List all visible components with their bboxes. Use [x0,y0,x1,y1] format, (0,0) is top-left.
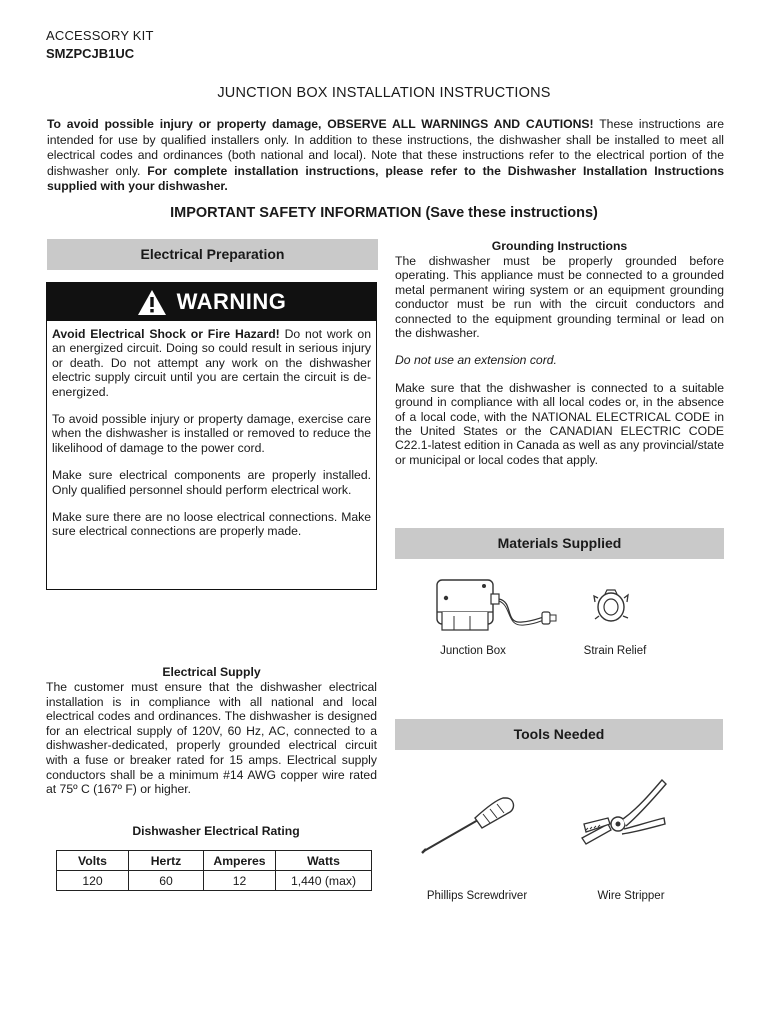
model-number: SMZPCJB1UC [46,46,135,61]
wire-stripper-illustration [578,774,670,852]
tools-needed-heading: Tools Needed [395,719,723,750]
screwdriver-illustration [420,794,520,856]
warning-box [46,282,377,590]
page-title: JUNCTION BOX INSTALLATION INSTRUCTIONS [217,85,551,101]
rating-col-hertz: Hertz [129,851,204,871]
rating-table [56,850,372,891]
grounding-paragraph-1: The dishwasher must be properly grounded before operating. This appliance must be connected to a grounded metal permanent wiring system or an equipment grounding conductor must be run with the circuit conductors and connected to the equipment grounding terminal or lead on the dishwasher. [395,254,724,341]
electrical-supply-heading: Electrical Supply [162,665,261,679]
intro-body: These instructions are intended for use by qualified installers only. In addition to these instructions, the dishwasher shall be installed to meet all electrical codes and ordinances (both national and local). Note that these instructions refer to the electrical portion of the dishwasher only. [47,117,724,178]
grounding-paragraph-3: Make sure that the dishwasher is connected to a suitable ground in compliance with all local codes or, in the absence of a local code, with the NATIONAL ELECTRICAL CODE in the United States or the CANADIAN ELECTRIC CODE C22.1-latest edition in Canada as well as any provincial/state or municipal or local codes that apply. [395,380,724,467]
screwdriver-caption: Phillips Screwdriver [426,890,528,902]
grounding-heading: Grounding Instructions [491,239,628,253]
wire-stripper-icon [578,774,670,852]
rating-heading: Dishwasher Electrical Rating [132,824,300,838]
grounding-text [395,254,724,480]
strain-relief-icon [591,588,633,626]
strain-relief-caption: Strain Relief [583,645,647,657]
warning-paragraph-4: Make sure there are no loose electrical connections. Make sure electrical connections are properly made. [52,510,371,539]
rating-col-amperes: Amperes [204,851,276,871]
rating-watts-value: 1,440 (max) [276,871,372,891]
warning-paragraph-2: To avoid possible injury or property damage, exercise care when the dishwasher is installed or removed to reduce the likelihood of damage to the power cord. [52,412,371,455]
rating-volts-value: 120 [57,871,129,891]
screwdriver-icon [420,794,520,856]
kit-label: ACCESSORY KIT [46,28,154,43]
rating-col-watts: Watts [276,851,372,871]
materials-supplied-heading: Materials Supplied [395,528,724,559]
electrical-preparation-heading: Electrical Preparation [47,239,378,270]
rating-header-row [57,851,372,871]
strain-relief-illustration [591,588,633,626]
grounding-paragraph-2: Do not use an extension cord. [395,353,557,368]
intro-paragraph [47,117,724,195]
warning-label: WARNING [176,289,287,314]
rating-col-volts: Volts [57,851,129,871]
table-row [57,871,372,891]
hazard-text: Do not work on an energized circuit. Doing so could result in serious injury or death. Do not attempt any work on the dishwasher electric supply circuit until you are certain the circuit is de-energized. [52,327,371,399]
rating-hertz-value: 60 [129,871,204,891]
junction-box-illustration [434,572,559,636]
warning-paragraph-3: Make sure electrical components are properly installed. Only qualified personnel should perform electrical work. [52,468,371,497]
hazard-title: Avoid Electrical Shock or Fire Hazard! [52,327,280,341]
wire-stripper-caption: Wire Stripper [597,890,665,902]
warning-paragraph-1 [52,327,371,399]
junction-box-caption: Junction Box [440,645,506,657]
safety-heading: IMPORTANT SAFETY INFORMATION (Save these instructions) [170,205,598,221]
warning-triangle-icon [137,289,167,316]
rating-amperes-value: 12 [204,871,276,891]
warning-header [47,283,376,321]
intro-warning: To avoid possible injury or property damage, OBSERVE ALL WARNINGS AND CAUTIONS! [47,117,594,131]
warning-body [47,321,376,539]
intro-reference: For complete installation instructions, please refer to the Dishwasher Installation Instructions supplied with your dishwasher. [47,163,724,193]
electrical-supply-text: The customer must ensure that the dishwasher electrical installation is in compliance with all national and local electrical codes and ordinances. The dishwasher is designed for an electrical supply of 120V, 60 Hz, AC, connected to a dishwasher-dedicated, properly grounded electrical circuit with a fuse or breaker rated for 15 amps. Electrical supply conductors shall be a minimum #14 AWG copper wire rated at 75º C (167º F) or higher. [46,680,377,797]
junction-box-icon [434,572,559,636]
